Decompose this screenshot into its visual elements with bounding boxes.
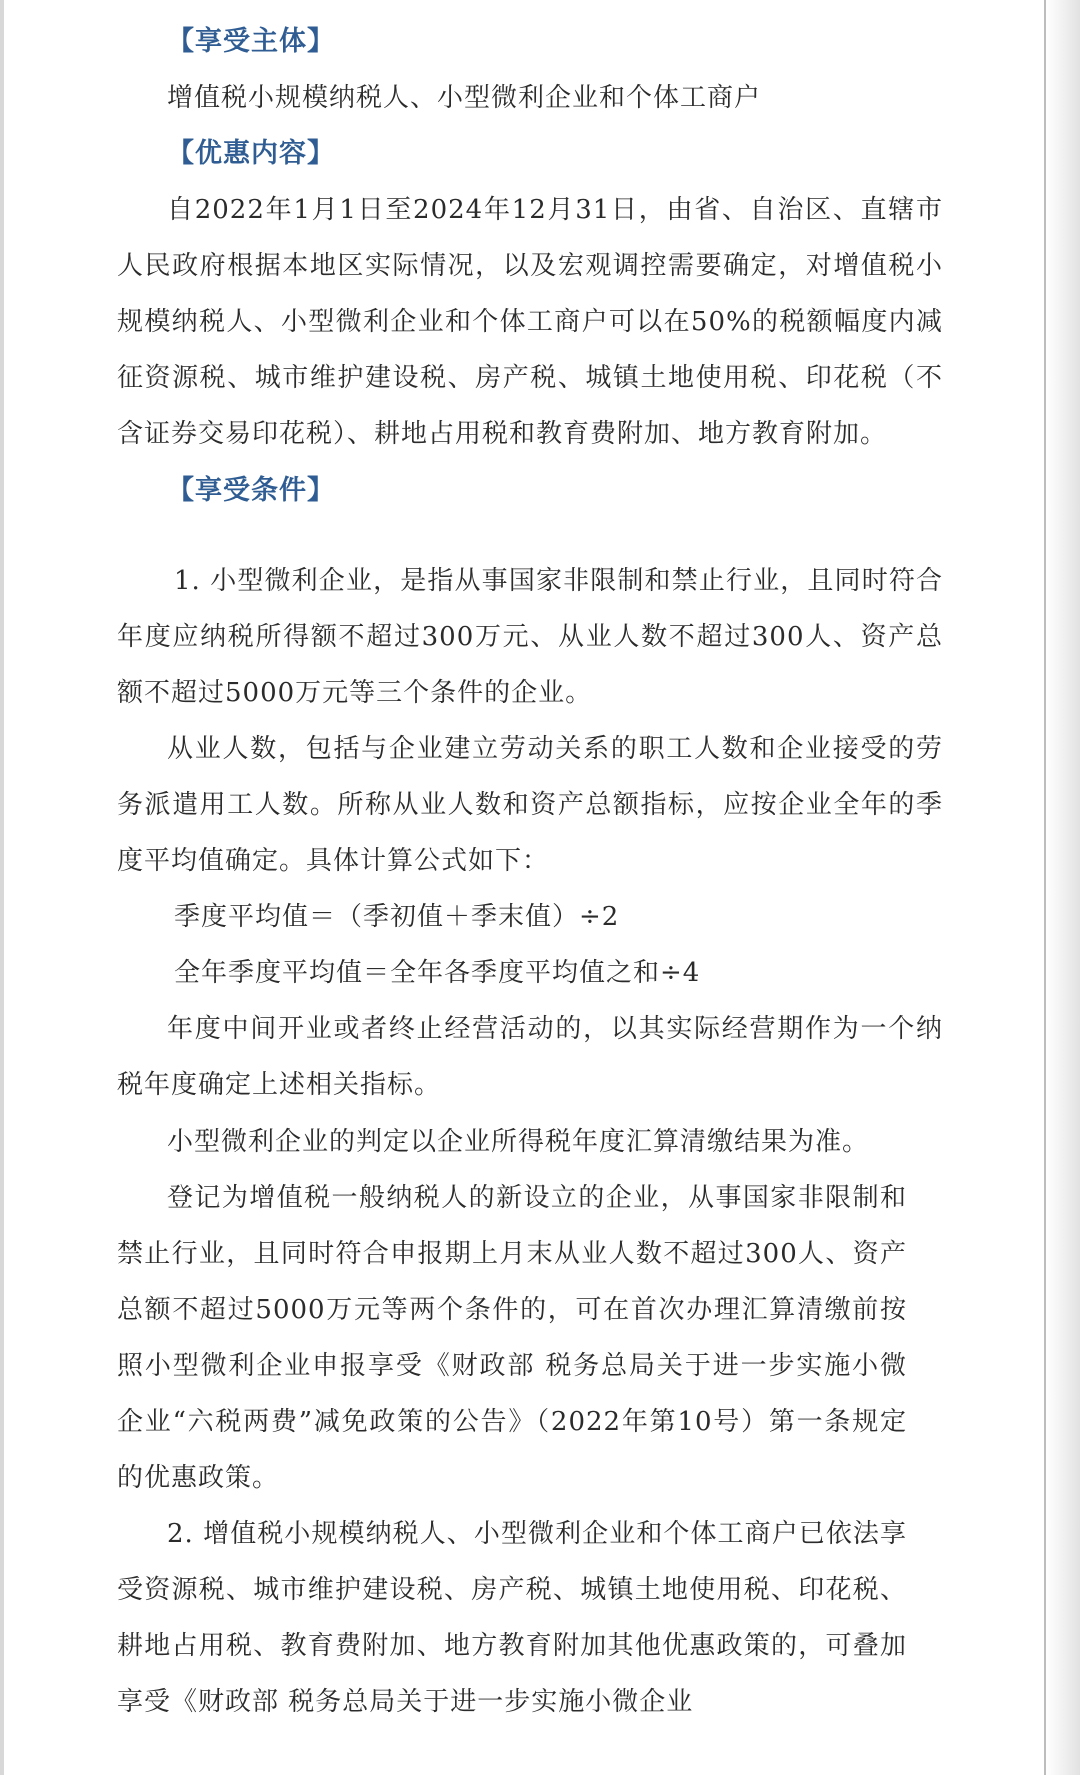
determination-text: 小型微利企业的判定以企业所得税年度汇算清缴结果为准。 — [167, 1126, 870, 1157]
spacer — [117, 519, 943, 553]
beneficiaries-text: 增值税小规模纳税人、小型微利企业和个体工商户 — [167, 83, 762, 113]
heading-conditions: 【享受条件】 — [167, 474, 335, 506]
formula-annual-average: 全年季度平均值＝全年各季度平均值之和÷4 — [174, 958, 701, 989]
heading-beneficiaries: 【享受主体】 — [167, 26, 335, 57]
mid-year-text: 年度中间开业或者终止经营活动的，以其实际经营期作为一个纳税年度确定上述相关指标。 — [117, 1014, 943, 1101]
formula-quarter-average: 季度平均值＝（季初值＋季末值）÷2 — [174, 902, 620, 933]
document-body — [117, 14, 943, 1731]
page-right-edge — [1044, 0, 1080, 1775]
page-left-edge — [0, 0, 4, 1775]
heading-preferential-content: 【优惠内容】 — [167, 138, 335, 170]
condition-1-text: 1. 小型微利企业，是指从事国家非限制和禁止行业，且同时符合年度应纳税所得额不超过300万元、从业人数不超过300人、资产总额不超过5000万元等三个条件的企业。 — [117, 565, 943, 708]
new-enterprise-text: 登记为增值税一般纳税人的新设立的企业，从事国家非限制和禁止行业，且同时符合申报期上月末从业人数不超过300人、资产总额不超过5000万元等两个条件的，可在首次办理汇算清缴前按照小型微利企业申报享受《财政部 税务总局关于进一步实施小微企业“六税两费”减免政策的公告》（2022年第10号）第一条规定的优惠政策。 — [117, 1182, 907, 1494]
employee-count-text: 从业人数，包括与企业建立劳动关系的职工人数和企业接受的劳务派遣用工人数。所称从业人数和资产总额指标，应按企业全年的季度平均值确定。具体计算公式如下： — [117, 733, 943, 877]
preferential-content-text: 自2022年1月1日至2024年12月31日，由省、自治区、直辖市人民政府根据本地区实际情况，以及宏观调控需要确定，对增值税小规模纳税人、小型微利企业和个体工商户可以在50%的税额幅度内减征资源税、城市维护建设税、房产税、城镇土地使用税、印花税（不含证券交易印花税）、耕地占用税和教育费附加、地方教育附加。 — [117, 195, 943, 450]
condition-2-text: 2. 增值税小规模纳税人、小型微利企业和个体工商户已依法享受资源税、城市维护建设税、房产税、城镇土地使用税、印花税、耕地占用税、教育费附加、地方教育附加其他优惠政策的，可叠加享受《财政部 税务总局关于进一步实施小微企业 — [117, 1519, 907, 1718]
